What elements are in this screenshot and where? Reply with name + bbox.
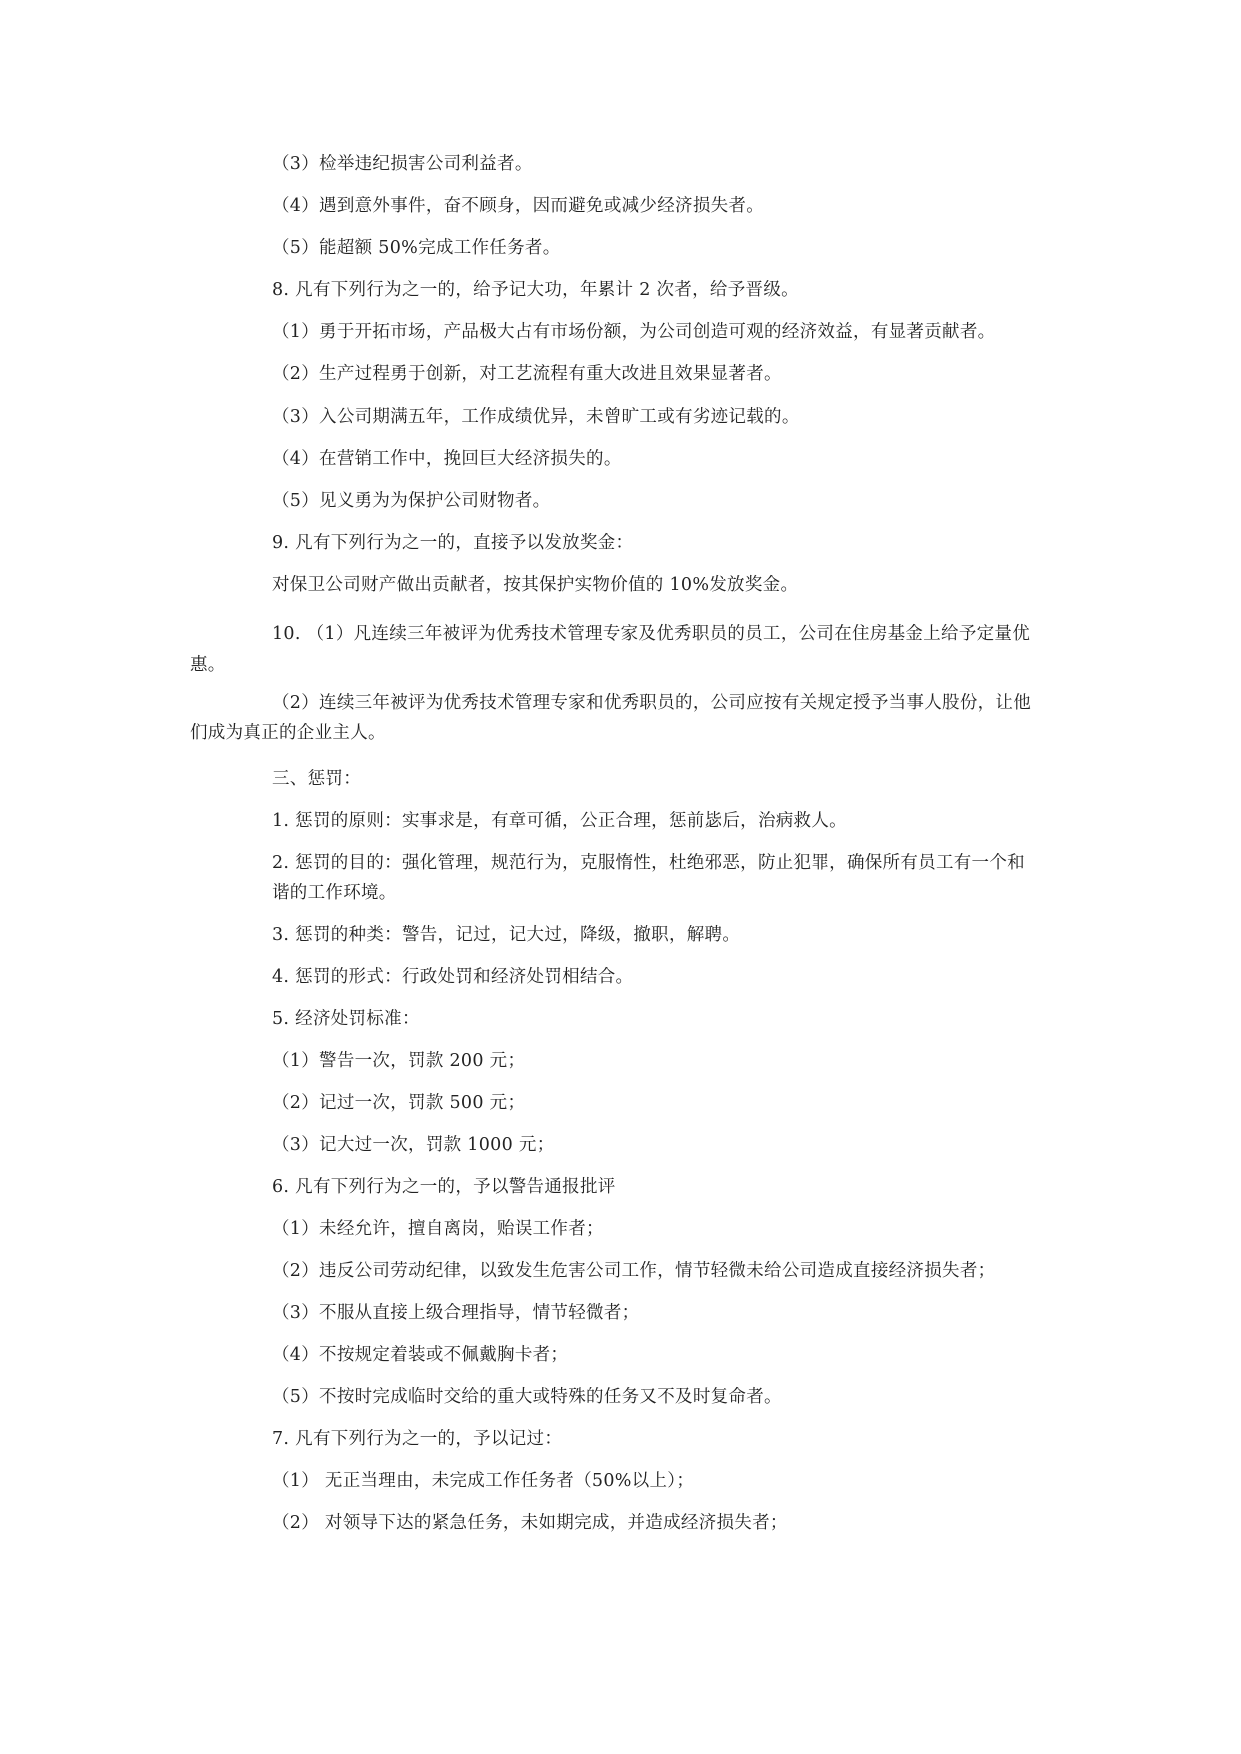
- text-line: （3）记大过一次，罚款 1000 元；: [272, 1135, 555, 1155]
- text-line: 6. 凡有下列行为之一的，予以警告通报批评: [272, 1177, 616, 1197]
- text-line: （4）在营销工作中，挽回巨大经济损失的。: [272, 449, 622, 469]
- text-line: （1） 无正当理由，未完成工作任务者（50%以上）；: [272, 1471, 695, 1491]
- text-line: （2）记过一次，罚款 500 元；: [272, 1093, 526, 1113]
- text-line: 3. 惩罚的种类：警告，记过，记大过，降级，撤职，解聘。: [272, 925, 741, 945]
- text-line: （2）生产过程勇于创新，对工艺流程有重大改进且效果显著者。: [272, 364, 782, 384]
- text-line: 们成为真正的企业主人。: [190, 723, 386, 743]
- text-line: 9. 凡有下列行为之一的，直接予以发放奖金：: [272, 533, 634, 553]
- text-line: 8. 凡有下列行为之一的，给予记大功，年累计 2 次者，给予晋级。: [272, 280, 799, 300]
- text-line: （2）连续三年被评为优秀技术管理专家和优秀职员的，公司应按有关规定授予当事人股份，让他: [272, 693, 1032, 713]
- text-line: 惠。: [190, 655, 226, 675]
- text-line: （1）勇于开拓市场，产品极大占有市场份额，为公司创造可观的经济效益，有显著贡献者。: [272, 322, 996, 342]
- text-line: 对保卫公司财产做出贡献者，按其保护实物价值的 10%发放奖金。: [272, 575, 799, 595]
- text-line: 谐的工作环境。: [272, 883, 397, 903]
- text-line: （3）检举违纪损害公司利益者。: [272, 154, 533, 174]
- text-line: （3）入公司期满五年，工作成绩优异，未曾旷工或有劣迹记载的。: [272, 407, 800, 427]
- text-line: （5）不按时完成临时交给的重大或特殊的任务又不及时复命者。: [272, 1387, 782, 1407]
- text-line: 2. 惩罚的目的：强化管理，规范行为，克服惰性，杜绝邪恶，防止犯罪，确保所有员工有一个和: [272, 853, 1025, 873]
- text-line: （2）违反公司劳动纪律，以致发生危害公司工作，情节轻微未给公司造成直接经济损失者；: [272, 1261, 996, 1281]
- text-line: （5）见义勇为为保护公司财物者。: [272, 491, 551, 511]
- text-line: 5. 经济处罚标准：: [272, 1009, 420, 1029]
- text-line: （5）能超额 50%完成工作任务者。: [272, 238, 561, 258]
- text-line: （1）警告一次，罚款 200 元；: [272, 1051, 526, 1071]
- text-line: 4. 惩罚的形式：行政处罚和经济处罚相结合。: [272, 967, 634, 987]
- text-line: （2） 对领导下达的紧急任务，未如期完成，并造成经济损失者；: [272, 1513, 788, 1533]
- text-line: （3）不服从直接上级合理指导，情节轻微者；: [272, 1303, 640, 1323]
- section-heading: 三、惩罚：: [272, 769, 361, 789]
- text-line: （4）遇到意外事件，奋不顾身，因而避免或减少经济损失者。: [272, 196, 765, 216]
- text-line: 7. 凡有下列行为之一的，予以记过：: [272, 1429, 563, 1449]
- text-line: 10. （1）凡连续三年被评为优秀技术管理专家及优秀职员的员工，公司在住房基金上给予定量优: [272, 624, 1031, 644]
- text-line: 1. 惩罚的原则：实事求是，有章可循，公正合理，惩前毖后，治病救人。: [272, 811, 847, 831]
- text-line: （4）不按规定着装或不佩戴胸卡者；: [272, 1345, 569, 1365]
- text-line: （1）未经允许，擅自离岗，贻误工作者；: [272, 1219, 604, 1239]
